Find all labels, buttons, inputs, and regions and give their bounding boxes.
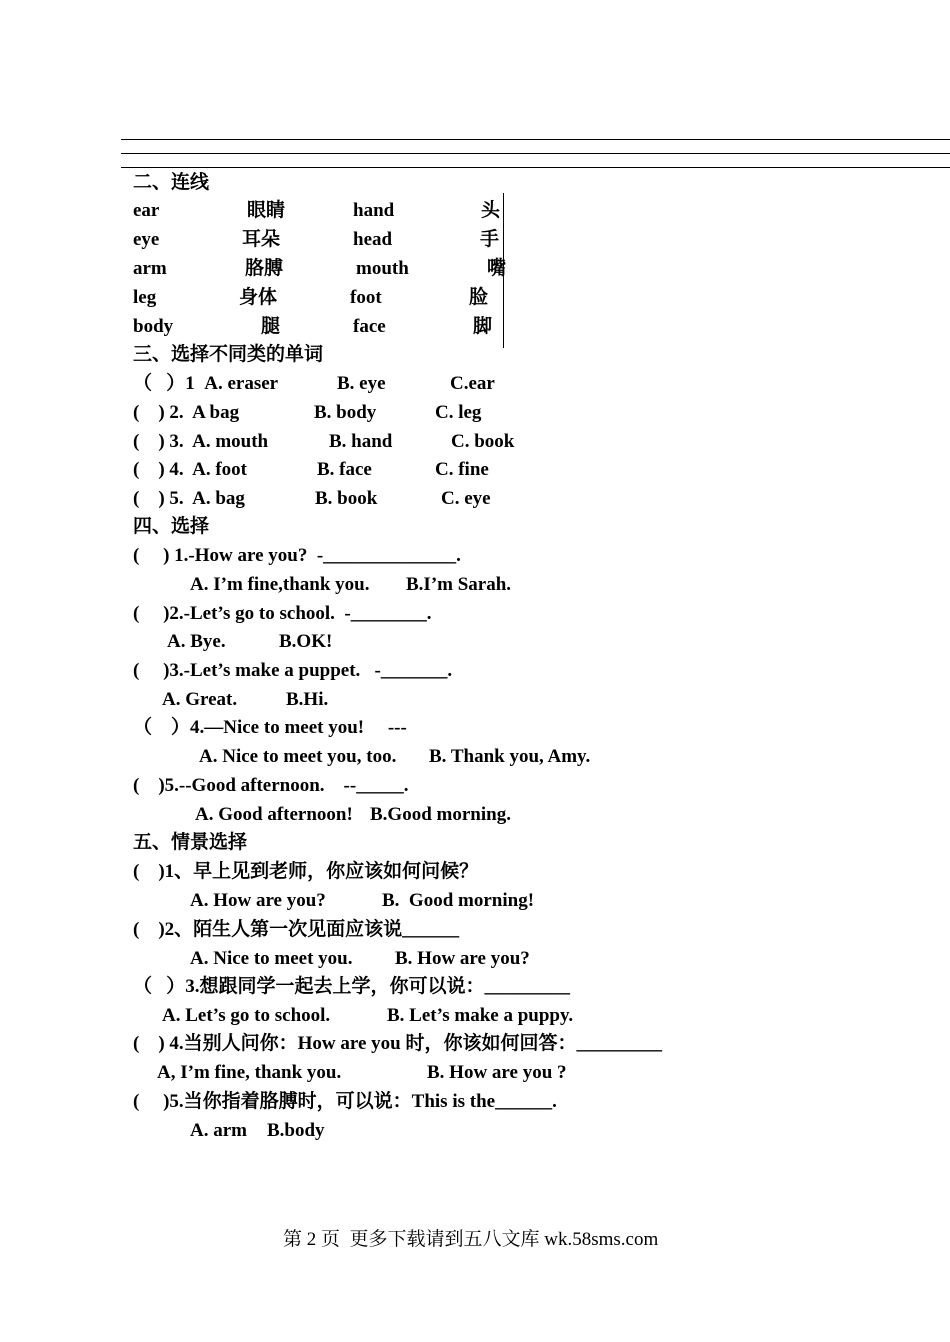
q5-2-option-b: B. How are you? (395, 948, 530, 969)
match-en2-5: face (353, 316, 386, 337)
q4-2-option-b: B.OK! (279, 631, 333, 652)
match-cn2-4: 脸 (469, 287, 489, 308)
match-en1-5: body (133, 316, 174, 337)
q4-4-question: （ ）4.—Nice to meet you! --- (133, 717, 407, 738)
section-2-heading: 二、连线 (133, 172, 210, 193)
page-footer: 第 2 页 更多下载请到五八文库 wk.58sms.com (283, 1229, 659, 1250)
match-cn2-5: 脚 (473, 316, 493, 337)
q5-5-option-a: A. arm (190, 1120, 247, 1141)
q5-4-option-b: B. How are you ? (427, 1062, 567, 1083)
q4-3-option-a: A. Great. (162, 689, 238, 710)
section-3-heading: 三、选择不同类的单词 (133, 344, 324, 365)
q5-3-option-a: A. Let’s go to school. (162, 1005, 331, 1026)
match-en2-3: mouth (356, 258, 409, 279)
q3-2-stem: ( ) 2. A bag (133, 402, 240, 423)
q5-3-option-b: B. Let’s make a puppy. (387, 1005, 574, 1026)
q5-4-option-a: A, I’m fine, thank you. (157, 1062, 342, 1083)
q3-3-option-c: C. book (451, 431, 515, 452)
match-cn2-2: 手 (480, 229, 500, 250)
match-cn2-1: 头 (481, 200, 501, 221)
match-en1-3: arm (133, 258, 167, 279)
q3-5-stem: ( ) 5. A. bag (133, 488, 245, 509)
q5-3-question: （ ）3.想跟同学一起去上学，你可以说：_________ (133, 976, 571, 997)
match-cn1-1: 眼睛 (247, 200, 286, 221)
section-4-heading: 四、选择 (133, 516, 210, 537)
match-cn1-4: 身体 (239, 287, 278, 308)
matching-divider (503, 193, 504, 348)
q3-4-option-c: C. fine (435, 459, 489, 480)
q3-1-option-c: C.ear (450, 373, 495, 394)
header-rule-1 (121, 139, 950, 140)
q3-2-option-c: C. leg (435, 402, 482, 423)
q4-3-question: ( )3.-Let’s make a puppet. -_______. (133, 660, 453, 681)
q4-4-option-b: B. Thank you, Amy. (429, 746, 591, 767)
q3-3-stem: ( ) 3. A. mouth (133, 431, 269, 452)
q4-3-option-b: B.Hi. (286, 689, 329, 710)
match-cn2-3: 嘴 (487, 258, 507, 279)
match-en1-4: leg (133, 287, 157, 308)
q4-5-option-b: B.Good morning. (370, 804, 511, 825)
match-cn1-3: 胳膊 (245, 258, 284, 279)
match-en2-2: head (353, 229, 393, 250)
q3-4-option-b: B. face (317, 459, 372, 480)
q5-4-question: ( ) 4.当别人问你：How are you 时，你该如何回答：_________ (133, 1033, 662, 1054)
q5-2-option-a: A. Nice to meet you. (190, 948, 353, 969)
q3-5-option-c: C. eye (441, 488, 491, 509)
match-en2-1: hand (353, 200, 395, 221)
q3-2-option-b: B. body (314, 402, 377, 423)
match-en1-1: ear (133, 200, 160, 221)
section-5-heading: 五、情景选择 (133, 832, 248, 853)
q5-5-question: ( )5.当你指着胳膊时，可以说：This is the______. (133, 1091, 557, 1112)
match-en1-2: eye (133, 229, 160, 250)
q4-1-question: ( ) 1.-How are you? -______________. (133, 545, 461, 566)
header-rule-2 (121, 153, 950, 154)
match-cn1-2: 耳朵 (242, 229, 281, 250)
q3-5-option-b: B. book (315, 488, 378, 509)
q5-5-option-b: B.body (267, 1120, 325, 1141)
match-en2-4: foot (350, 287, 382, 308)
q5-1-question: ( )1、早上见到老师，你应该如何问候？ (133, 861, 479, 882)
q4-5-option-a: A. Good afternoon! (195, 804, 353, 825)
q4-1-option-a: A. I’m fine,thank you. (190, 574, 370, 595)
q3-4-stem: ( ) 4. A. foot (133, 459, 247, 480)
q3-3-option-b: B. hand (329, 431, 393, 452)
header-rule-3 (121, 167, 950, 168)
match-cn1-5: 腿 (261, 316, 281, 337)
q5-1-option-a: A. How are you? (190, 890, 326, 911)
q3-1-option-b: B. eye (337, 373, 386, 394)
q4-2-question: ( )2.-Let’s go to school. -________. (133, 603, 432, 624)
q3-1-stem: （ ）1 A. eraser (133, 373, 279, 394)
q4-4-option-a: A. Nice to meet you, too. (199, 746, 397, 767)
q5-1-option-b: B. Good morning! (382, 890, 535, 911)
q4-5-question: ( )5.--Good afternoon. --_____. (133, 775, 409, 796)
q4-2-option-a: A. Bye. (167, 631, 226, 652)
q4-1-option-b: B.I’m Sarah. (406, 574, 512, 595)
q5-2-question: ( )2、陌生人第一次见面应该说______ (133, 919, 460, 940)
